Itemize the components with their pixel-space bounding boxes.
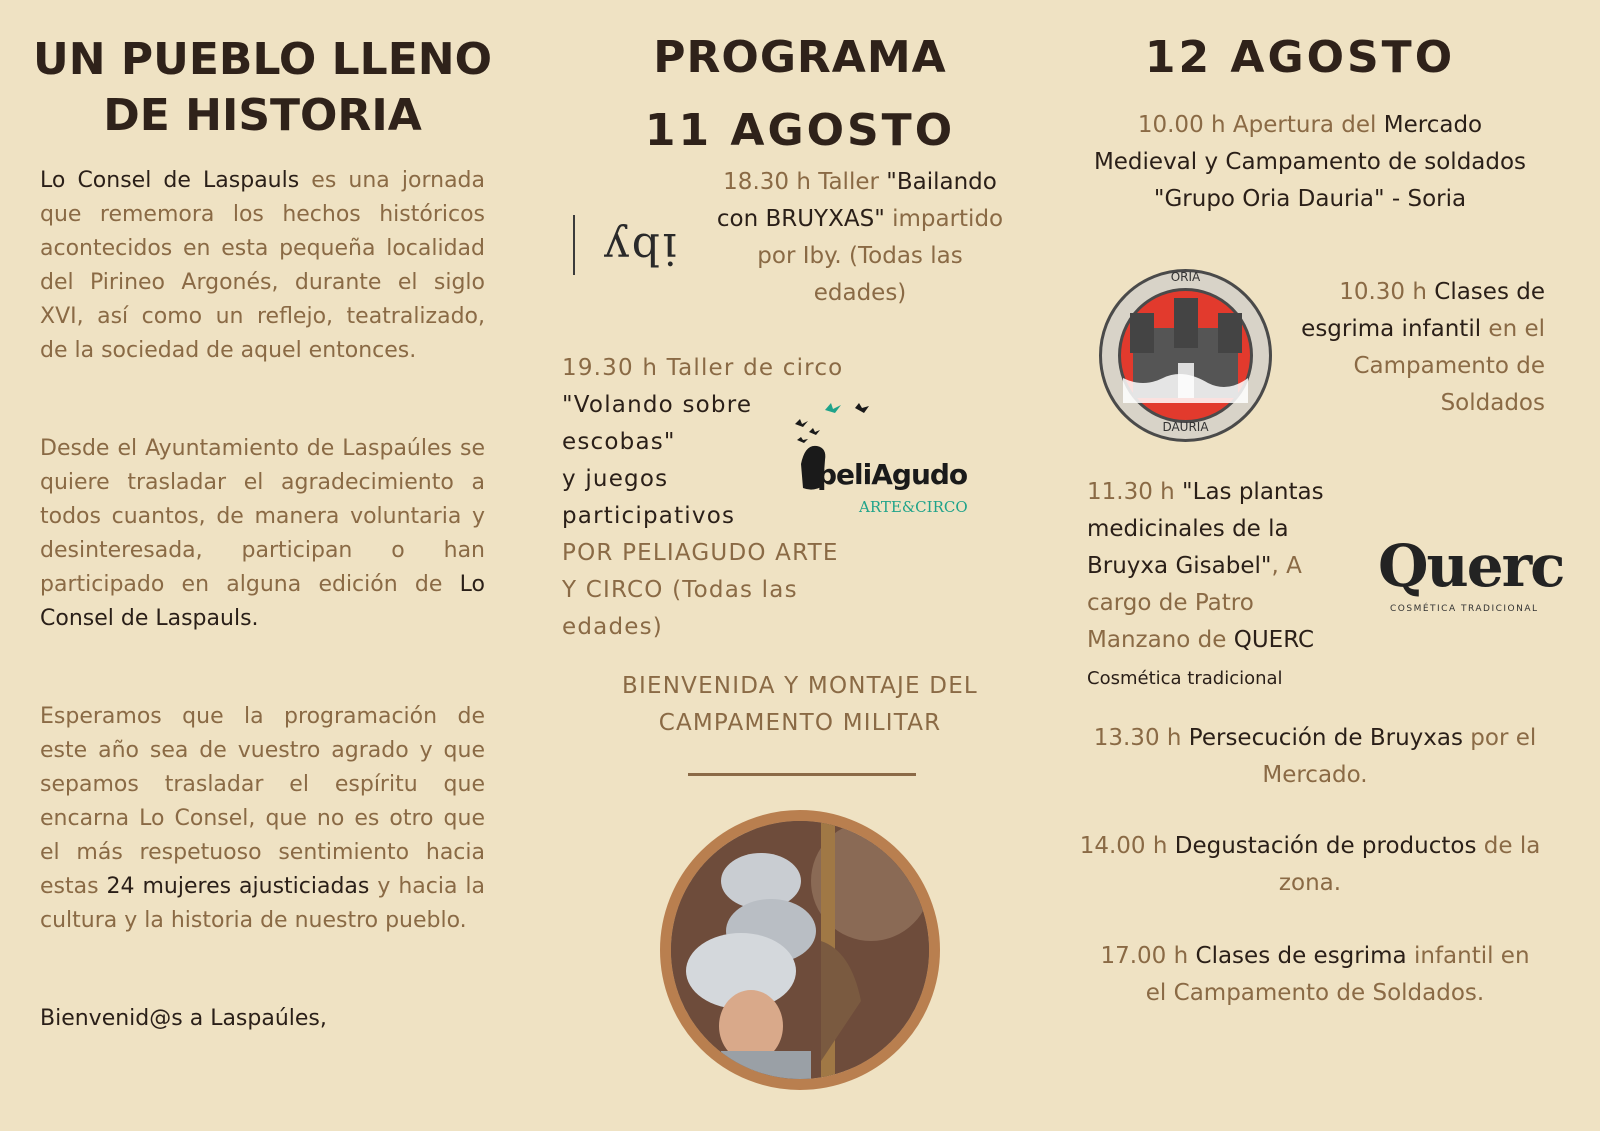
peliagudo-sub: ARTE&CIRCO bbox=[859, 498, 968, 516]
event-time: 19.30 h Taller de circo bbox=[562, 355, 844, 381]
divider-line bbox=[688, 773, 916, 776]
intro-text: es una jornada que rememora los hechos históricos acontecidos en esta pequeña localidad del Pirineo Argonés, durante el siglo XVI, así como un reflejo, teatralizado, de la sociedad de aquel entonces. bbox=[40, 168, 485, 363]
event-title: "Volando sobre bbox=[562, 392, 753, 418]
day1-date: 11 AGOSTO bbox=[644, 105, 956, 156]
event-text: de la bbox=[1476, 833, 1541, 859]
event-title: escobas" bbox=[562, 429, 676, 455]
event-text: infantil en bbox=[1406, 943, 1530, 969]
intro-text: y hacia la cultura y la historia de nuestro pueblo. bbox=[40, 874, 485, 933]
event-fencing-morning bbox=[1280, 274, 1545, 422]
event-time: 14.00 h bbox=[1079, 833, 1175, 859]
intro-paragraph-1 bbox=[40, 164, 485, 368]
event-text: Soldados bbox=[1440, 390, 1545, 416]
event-tasting bbox=[1050, 828, 1570, 902]
peliagudo-name-text: peliAgudo bbox=[817, 458, 968, 491]
event-text: Campamento de bbox=[1353, 353, 1545, 379]
event-text: zona. bbox=[1278, 870, 1342, 896]
iby-logo bbox=[573, 210, 683, 280]
program-title: PROGRAMA bbox=[653, 32, 947, 83]
intro-title-line1: UN PUEBLO LLENO bbox=[33, 34, 492, 85]
soldiers-photo bbox=[660, 810, 940, 1090]
event-text: en el bbox=[1481, 316, 1545, 342]
event-title: Clases de esgrima bbox=[1195, 943, 1407, 969]
event-name: Lo Consel de Laspauls. bbox=[40, 572, 485, 631]
event-text: POR PELIAGUDO ARTE bbox=[562, 540, 839, 566]
event-title: Bruyxa Gisabel" bbox=[1087, 553, 1272, 579]
querc-logo bbox=[1378, 532, 1568, 620]
querc-logo-sub: COSMÉTICA TRADICIONAL bbox=[1390, 604, 1539, 614]
event-text: participativos bbox=[562, 503, 736, 529]
oria-top-text: ORIA bbox=[1170, 270, 1201, 284]
intro-text: Desde el Ayuntamiento de Laspaúles se quiere trasladar el agradecimiento a todos cuantos, de manera voluntaria y desinteresada, participan o han participado en alguna edición de bbox=[40, 436, 485, 597]
intro-paragraph-2 bbox=[40, 432, 485, 636]
event-medicinal-plants bbox=[1087, 474, 1367, 696]
event-title: Medieval y Campamento de soldados bbox=[1093, 149, 1527, 175]
event-title: "Las plantas bbox=[1182, 479, 1324, 505]
closing-greeting: Bienvenid@s a Laspaúles, bbox=[40, 1006, 327, 1031]
oria-dauria-logo bbox=[1098, 268, 1273, 443]
castle-seal-icon bbox=[1098, 268, 1273, 443]
iby-logo-text: iby bbox=[600, 223, 677, 274]
intro-title bbox=[30, 32, 495, 144]
querc-logo-text: Querc bbox=[1378, 532, 1564, 600]
event-text: Y CIRCO (Todas las bbox=[562, 577, 798, 603]
event-name: Lo Consel de Laspauls bbox=[40, 168, 300, 193]
event-title: Degustación de productos bbox=[1174, 833, 1477, 859]
intro-text: Esperamos que la programación de este año sea de vuestro agrado y que sepamos trasladar el espíritu que encarna Lo Consel, que no es otro que el más respetuoso sentimiento hacia estas bbox=[40, 704, 485, 899]
event-title: medicinales de la bbox=[1087, 516, 1289, 542]
querc-name: QUERC bbox=[1233, 627, 1315, 653]
event-text: por Iby. (Todas las bbox=[757, 243, 963, 269]
event-text: el Campamento de Soldados. bbox=[1145, 980, 1485, 1006]
event-text: y juegos bbox=[562, 466, 669, 492]
event-time: 10.00 h Apertura del bbox=[1137, 112, 1384, 138]
event-market-opening bbox=[1070, 107, 1550, 218]
event-time: 17.00 h bbox=[1100, 943, 1196, 969]
event-time: 18.30 h Taller bbox=[723, 169, 887, 195]
welcome-line: BIENVENIDA Y MONTAJE DEL bbox=[622, 673, 978, 699]
event-text: Mercado. bbox=[1262, 762, 1368, 788]
event-title: con BRUYXAS" bbox=[716, 206, 885, 232]
day2-date: 12 AGOSTO bbox=[1144, 32, 1456, 83]
event-text: impartido bbox=[884, 206, 1004, 232]
event-title: Clases de bbox=[1434, 279, 1545, 305]
intro-paragraph-3 bbox=[40, 700, 485, 938]
highlight-text: 24 mujeres ajusticiadas bbox=[106, 874, 370, 899]
event-title: Mercado bbox=[1383, 112, 1483, 138]
event-text: Manzano de bbox=[1087, 627, 1234, 653]
event-title: "Bailando bbox=[886, 169, 997, 195]
welcome-line: CAMPAMENTO MILITAR bbox=[658, 710, 942, 736]
peliagudo-logo bbox=[795, 402, 1010, 532]
querc-tagline: Cosmética tradicional bbox=[1087, 668, 1283, 689]
welcome-camp-note bbox=[550, 668, 1050, 742]
event-time: 10.30 h bbox=[1339, 279, 1435, 305]
peliagudo-name bbox=[817, 458, 967, 491]
event-time: 11.30 h bbox=[1087, 479, 1183, 505]
soldiers-image bbox=[671, 821, 929, 1079]
event-witch-chase bbox=[1070, 720, 1560, 794]
event-title: "Grupo Oria Dauria" - Soria bbox=[1153, 186, 1467, 212]
event-iby-workshop bbox=[690, 164, 1030, 312]
event-text: por el bbox=[1462, 725, 1537, 751]
oria-bottom-text: DAURIA bbox=[1162, 420, 1209, 434]
event-time: 13.30 h bbox=[1093, 725, 1189, 751]
event-title: esgrima infantil bbox=[1301, 316, 1482, 342]
event-text: edades) bbox=[813, 280, 907, 306]
event-text: , A bbox=[1271, 553, 1302, 579]
event-text: edades) bbox=[562, 614, 663, 640]
logo-bar bbox=[573, 215, 575, 275]
intro-title-line2: DE HISTORIA bbox=[103, 90, 422, 141]
event-title: Persecución de Bruyxas bbox=[1188, 725, 1463, 751]
event-fencing-afternoon bbox=[1070, 938, 1560, 1012]
event-text: cargo de Patro bbox=[1087, 590, 1254, 616]
